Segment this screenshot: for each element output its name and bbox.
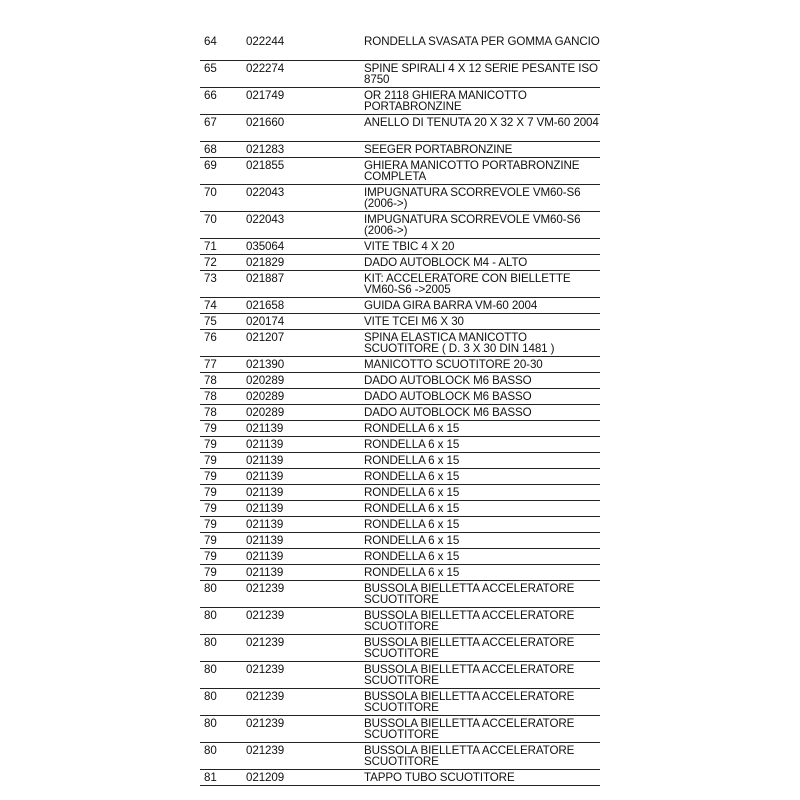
description-cell: RONDELLA SVASATA PER GOMMA GANCIO (364, 34, 600, 61)
part-code-cell: 020289 (246, 373, 364, 389)
position-cell: 81 (200, 770, 246, 786)
part-code-cell: 021139 (246, 517, 364, 533)
part-code-cell: 021283 (246, 142, 364, 158)
description-cell: ANELLO DI TENUTA 20 X 32 X 7 VM-60 2004 (364, 115, 600, 142)
position-cell: 68 (200, 142, 246, 158)
description-cell: RONDELLA 6 x 15 (364, 485, 600, 501)
part-code-cell: 020289 (246, 389, 364, 405)
table-row (200, 437, 600, 453)
table-row (200, 635, 600, 662)
table-row (200, 88, 600, 115)
part-code-cell: 021239 (246, 689, 364, 716)
position-cell: 73 (200, 271, 246, 298)
position-cell: 71 (200, 239, 246, 255)
part-code-cell: 021887 (246, 271, 364, 298)
part-code-cell: 021658 (246, 298, 364, 314)
part-code-cell: 021139 (246, 533, 364, 549)
position-cell: 74 (200, 298, 246, 314)
position-cell: 64 (200, 34, 246, 61)
description-cell: RONDELLA 6 x 15 (364, 517, 600, 533)
part-code-cell: 021139 (246, 501, 364, 517)
position-cell: 66 (200, 88, 246, 115)
part-code-cell: 021139 (246, 421, 364, 437)
position-cell: 79 (200, 533, 246, 549)
part-code-cell: 021390 (246, 357, 364, 373)
part-code-cell: 022043 (246, 185, 364, 212)
part-code-cell: 021139 (246, 437, 364, 453)
part-code-cell: 021239 (246, 716, 364, 743)
position-cell: 69 (200, 158, 246, 185)
table-row (200, 581, 600, 608)
part-code-cell: 021139 (246, 453, 364, 469)
description-cell: RONDELLA 6 x 15 (364, 469, 600, 485)
table-row (200, 34, 600, 61)
position-cell: 79 (200, 565, 246, 581)
position-cell: 79 (200, 469, 246, 485)
table-row (200, 743, 600, 770)
table-row (200, 357, 600, 373)
parts-table (200, 34, 600, 786)
part-code-cell: 020174 (246, 314, 364, 330)
description-cell: RONDELLA 6 x 15 (364, 421, 600, 437)
description-cell: RONDELLA 6 x 15 (364, 533, 600, 549)
position-cell: 67 (200, 115, 246, 142)
table-row (200, 115, 600, 142)
position-cell: 80 (200, 689, 246, 716)
table-row (200, 689, 600, 716)
description-cell: BUSSOLA BIELLETTA ACCELERATORE SCUOTITORE (364, 716, 600, 743)
position-cell: 79 (200, 421, 246, 437)
description-cell: RONDELLA 6 x 15 (364, 549, 600, 565)
table-row (200, 770, 600, 786)
position-cell: 65 (200, 61, 246, 88)
table-row (200, 142, 600, 158)
description-cell: RONDELLA 6 x 15 (364, 565, 600, 581)
position-cell: 77 (200, 357, 246, 373)
description-cell: MANICOTTO SCUOTITORE 20-30 (364, 357, 600, 373)
position-cell: 80 (200, 743, 246, 770)
description-cell: OR 2118 GHIERA MANICOTTO PORTABRONZINE (364, 88, 600, 115)
table-row (200, 158, 600, 185)
description-cell: SPINE SPIRALI 4 X 12 SERIE PESANTE ISO 8750 (364, 61, 600, 88)
description-cell: DADO AUTOBLOCK M4 - ALTO (364, 255, 600, 271)
description-cell: IMPUGNATURA SCORREVOLE VM60-S6 (2006->) (364, 212, 600, 239)
position-cell: 80 (200, 608, 246, 635)
description-cell: VITE TCEI M6 X 30 (364, 314, 600, 330)
position-cell: 79 (200, 501, 246, 517)
table-row (200, 501, 600, 517)
part-code-cell: 021139 (246, 565, 364, 581)
part-code-cell: 022244 (246, 34, 364, 61)
position-cell: 70 (200, 185, 246, 212)
table-row (200, 517, 600, 533)
table-row (200, 185, 600, 212)
part-code-cell: 020289 (246, 405, 364, 421)
table-row (200, 389, 600, 405)
table-row (200, 314, 600, 330)
position-cell: 78 (200, 405, 246, 421)
table-row (200, 330, 600, 357)
table-row (200, 485, 600, 501)
position-cell: 78 (200, 373, 246, 389)
description-cell: BUSSOLA BIELLETTA ACCELERATORE SCUOTITORE (364, 635, 600, 662)
position-cell: 79 (200, 437, 246, 453)
position-cell: 70 (200, 212, 246, 239)
table-row (200, 549, 600, 565)
part-code-cell: 021139 (246, 469, 364, 485)
description-cell: RONDELLA 6 x 15 (364, 453, 600, 469)
table-row (200, 212, 600, 239)
part-code-cell: 021139 (246, 549, 364, 565)
position-cell: 79 (200, 485, 246, 501)
part-code-cell: 021239 (246, 608, 364, 635)
part-code-cell: 021239 (246, 581, 364, 608)
part-code-cell: 021829 (246, 255, 364, 271)
description-cell: SPINA ELASTICA MANICOTTO SCUOTITORE ( D. 3 X 30 DIN 1481 ) (364, 330, 600, 357)
description-cell: RONDELLA 6 x 15 (364, 437, 600, 453)
part-code-cell: 022043 (246, 212, 364, 239)
description-cell: BUSSOLA BIELLETTA ACCELERATORE SCUOTITORE (364, 743, 600, 770)
table-row (200, 421, 600, 437)
description-cell: DADO AUTOBLOCK M6 BASSO (364, 373, 600, 389)
position-cell: 72 (200, 255, 246, 271)
description-cell: DADO AUTOBLOCK M6 BASSO (364, 405, 600, 421)
table-row (200, 453, 600, 469)
description-cell: TAPPO TUBO SCUOTITORE (364, 770, 600, 786)
description-cell: IMPUGNATURA SCORREVOLE VM60-S6 (2006->) (364, 185, 600, 212)
table-row (200, 716, 600, 743)
table-row (200, 469, 600, 485)
part-code-cell: 021139 (246, 485, 364, 501)
part-code-cell: 021855 (246, 158, 364, 185)
part-code-cell: 021207 (246, 330, 364, 357)
part-code-cell: 021660 (246, 115, 364, 142)
position-cell: 79 (200, 549, 246, 565)
table-row (200, 373, 600, 389)
part-code-cell: 021239 (246, 635, 364, 662)
description-cell: BUSSOLA BIELLETTA ACCELERATORE SCUOTITORE (364, 581, 600, 608)
position-cell: 80 (200, 581, 246, 608)
position-cell: 78 (200, 389, 246, 405)
description-cell: SEEGER PORTABRONZINE (364, 142, 600, 158)
description-cell: DADO AUTOBLOCK M6 BASSO (364, 389, 600, 405)
description-cell: BUSSOLA BIELLETTA ACCELERATORE SCUOTITORE (364, 689, 600, 716)
description-cell: BUSSOLA BIELLETTA ACCELERATORE SCUOTITORE (364, 662, 600, 689)
position-cell: 75 (200, 314, 246, 330)
description-cell: GHIERA MANICOTTO PORTABRONZINE COMPLETA (364, 158, 600, 185)
table-row (200, 239, 600, 255)
table-row (200, 662, 600, 689)
parts-table-body (200, 34, 600, 786)
part-code-cell: 021749 (246, 88, 364, 115)
description-cell: KIT: ACCELERATORE CON BIELLETTE VM60-S6 ->2005 (364, 271, 600, 298)
table-row (200, 298, 600, 314)
table-row (200, 405, 600, 421)
description-cell: GUIDA GIRA BARRA VM-60 2004 (364, 298, 600, 314)
table-row (200, 608, 600, 635)
part-code-cell: 021239 (246, 743, 364, 770)
description-cell: VITE TBIC 4 X 20 (364, 239, 600, 255)
table-row (200, 271, 600, 298)
table-row (200, 533, 600, 549)
position-cell: 80 (200, 635, 246, 662)
position-cell: 80 (200, 716, 246, 743)
position-cell: 79 (200, 453, 246, 469)
part-code-cell: 021209 (246, 770, 364, 786)
position-cell: 76 (200, 330, 246, 357)
table-row (200, 61, 600, 88)
position-cell: 80 (200, 662, 246, 689)
description-cell: RONDELLA 6 x 15 (364, 501, 600, 517)
position-cell: 79 (200, 517, 246, 533)
part-code-cell: 035064 (246, 239, 364, 255)
table-row (200, 565, 600, 581)
description-cell: BUSSOLA BIELLETTA ACCELERATORE SCUOTITORE (364, 608, 600, 635)
part-code-cell: 021239 (246, 662, 364, 689)
table-row (200, 255, 600, 271)
part-code-cell: 022274 (246, 61, 364, 88)
